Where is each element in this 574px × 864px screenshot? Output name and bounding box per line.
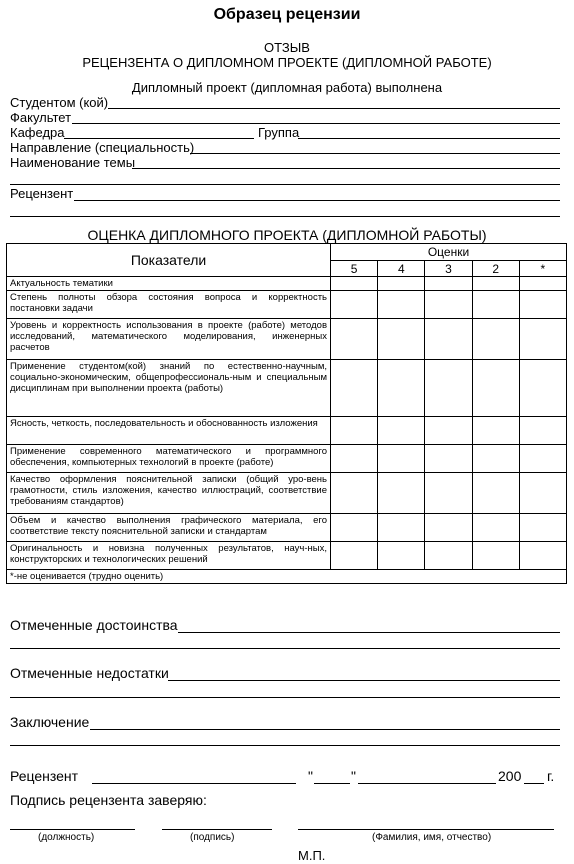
fullname-field[interactable]: [298, 829, 554, 830]
shortcomings-field[interactable]: [168, 680, 560, 681]
indicator-cell: Применение современного математического и программного обеспечения, компьютерных технологий в проекте (работе): [7, 445, 331, 473]
signature-field[interactable]: [162, 829, 272, 830]
score-cell[interactable]: [519, 473, 566, 514]
score-cell[interactable]: [472, 445, 519, 473]
score-cell[interactable]: [425, 514, 472, 542]
score-cell[interactable]: [331, 360, 378, 417]
indicator-cell: Объем и качество выполнения графического материала, его соответствие тексту пояснительной записки и стандартам: [7, 514, 331, 542]
score-cell[interactable]: [472, 473, 519, 514]
topic-label: Наименование темы: [10, 155, 136, 170]
score-cell[interactable]: [331, 277, 378, 291]
reviewer-sign-label: Рецензент: [10, 768, 79, 784]
indicators-header: Показатели: [7, 244, 331, 277]
direction-field[interactable]: [190, 153, 560, 154]
score-cell[interactable]: [425, 445, 472, 473]
department-field[interactable]: [64, 138, 254, 139]
table-row: [7, 542, 567, 570]
conclusion-field[interactable]: [90, 729, 560, 730]
score-cell[interactable]: [378, 473, 425, 514]
score-cell[interactable]: [331, 445, 378, 473]
unrated-footnote: *-не оценивается (трудно оценить): [7, 570, 567, 584]
score-cell[interactable]: [378, 277, 425, 291]
score-cell[interactable]: [472, 319, 519, 360]
score-cell[interactable]: [425, 473, 472, 514]
score-cell[interactable]: [425, 319, 472, 360]
score-cell[interactable]: [519, 514, 566, 542]
position-caption: (должность): [38, 832, 95, 843]
completed-by-heading: Дипломный проект (дипломная работа) выполнена: [131, 80, 443, 95]
student-field[interactable]: [108, 108, 560, 109]
certify-label: Подпись рецензента заверяю:: [10, 792, 207, 808]
direction-label: Направление (специальность): [10, 140, 195, 155]
score-cell[interactable]: [425, 542, 472, 570]
table-row: [7, 360, 567, 417]
table-row: [7, 277, 567, 291]
score-cell[interactable]: [378, 360, 425, 417]
evaluation-table: [6, 243, 567, 584]
indicator-cell: Актуальность тематики: [7, 277, 331, 291]
year-suffix: г.: [547, 768, 555, 784]
score-cell[interactable]: [472, 277, 519, 291]
table-row: [7, 473, 567, 514]
topic-field[interactable]: [132, 168, 560, 169]
group-field[interactable]: [298, 138, 560, 139]
table-row: [7, 319, 567, 360]
score-cell[interactable]: [472, 291, 519, 319]
merits-field[interactable]: [178, 632, 560, 633]
score-cell[interactable]: [378, 417, 425, 445]
table-row: [7, 514, 567, 542]
table-title: ОЦЕНКА ДИПЛОМНОГО ПРОЕКТА (ДИПЛОМНОЙ РАБОТЫ): [87, 227, 487, 243]
reviewer-label: Рецензент: [10, 186, 74, 201]
page-title: Образец рецензии: [213, 6, 361, 23]
score-cell[interactable]: [331, 473, 378, 514]
topic-field-line2[interactable]: [10, 184, 560, 185]
score-cell[interactable]: [425, 277, 472, 291]
grade-2-header: 2: [472, 261, 519, 277]
review-heading-sub: РЕЦЕНЗЕНТА О ДИПЛОМНОМ ПРОЕКТЕ (ДИПЛОМНОЙ РАБОТЕ): [82, 55, 492, 70]
score-cell[interactable]: [519, 417, 566, 445]
score-cell[interactable]: [378, 291, 425, 319]
conclusion-field-line2[interactable]: [10, 745, 560, 746]
score-cell[interactable]: [519, 445, 566, 473]
grade-5-header: 5: [331, 261, 378, 277]
shortcomings-field-line2[interactable]: [10, 697, 560, 698]
year-field[interactable]: [524, 783, 544, 784]
score-cell[interactable]: [472, 417, 519, 445]
indicator-cell: Ясность, четкость, последовательность и обоснованность изложения: [7, 417, 331, 445]
score-cell[interactable]: [519, 291, 566, 319]
shortcomings-label: Отмеченные недостатки: [10, 665, 169, 681]
indicator-cell: Применение студентом(кой) знаний по естественно-научным, социально-экономическим, общепрофессиональ-ным и специальным дисциплинам при выполнении проекта (работы): [7, 360, 331, 417]
indicator-cell: Степень полноты обзора состояния вопроса и корректность постановки задачи: [7, 291, 331, 319]
score-cell[interactable]: [331, 542, 378, 570]
month-field[interactable]: [358, 783, 496, 784]
indicator-cell: Оригинальность и новизна полученных результатов, науч-ных, конструкторских и технологических решений: [7, 542, 331, 570]
score-cell[interactable]: [519, 360, 566, 417]
quote-close: ": [351, 768, 356, 784]
reviewer-field[interactable]: [74, 200, 560, 201]
score-cell[interactable]: [425, 417, 472, 445]
grade-3-header: 3: [425, 261, 472, 277]
group-label: Группа: [258, 125, 300, 140]
table-row: [7, 291, 567, 319]
faculty-label: Факультет: [10, 110, 72, 125]
score-cell[interactable]: [378, 319, 425, 360]
score-cell[interactable]: [331, 417, 378, 445]
merits-label: Отмеченные достоинства: [10, 617, 178, 633]
department-label: Кафедра: [10, 125, 65, 140]
table-row: [7, 417, 567, 445]
grade-unrated-header: *: [519, 261, 566, 277]
reviewer-field-line2[interactable]: [10, 216, 560, 217]
score-cell[interactable]: [472, 360, 519, 417]
year-prefix: 200: [498, 768, 522, 784]
merits-field-line2[interactable]: [10, 648, 560, 649]
indicator-cell: Уровень и корректность использования в проекте (работе) методов исследований, математического моделирования, инженерных расчетов: [7, 319, 331, 360]
indicator-cell: Качество оформления пояснительной записки (общий уро-вень грамотности, стиль изложения, качество иллюстраций, соответствие требованиям стандартов): [7, 473, 331, 514]
fullname-caption: (Фамилия, имя, отчество): [372, 832, 492, 843]
day-field[interactable]: [314, 783, 350, 784]
score-cell[interactable]: [519, 319, 566, 360]
position-field[interactable]: [10, 829, 135, 830]
signature-caption: (подпись): [190, 832, 235, 843]
reviewer-sign-field[interactable]: [92, 783, 296, 784]
score-cell[interactable]: [425, 291, 472, 319]
review-heading: ОТЗЫВ: [264, 40, 310, 55]
score-cell[interactable]: [425, 360, 472, 417]
faculty-field[interactable]: [72, 123, 560, 124]
stamp-label: М.П.: [298, 848, 326, 863]
conclusion-label: Заключение: [10, 714, 90, 730]
table-footnote-row: [7, 570, 567, 584]
grade-4-header: 4: [378, 261, 425, 277]
score-cell[interactable]: [472, 542, 519, 570]
score-cell[interactable]: [378, 445, 425, 473]
score-cell[interactable]: [472, 514, 519, 542]
score-cell[interactable]: [519, 277, 566, 291]
grades-header: Оценки: [331, 244, 567, 261]
score-cell[interactable]: [519, 542, 566, 570]
score-cell[interactable]: [378, 514, 425, 542]
quote-open: ": [308, 768, 313, 784]
score-cell[interactable]: [378, 542, 425, 570]
score-cell[interactable]: [331, 319, 378, 360]
score-cell[interactable]: [331, 514, 378, 542]
student-label: Студентом (кой): [10, 95, 109, 110]
score-cell[interactable]: [331, 291, 378, 319]
table-row: [7, 445, 567, 473]
